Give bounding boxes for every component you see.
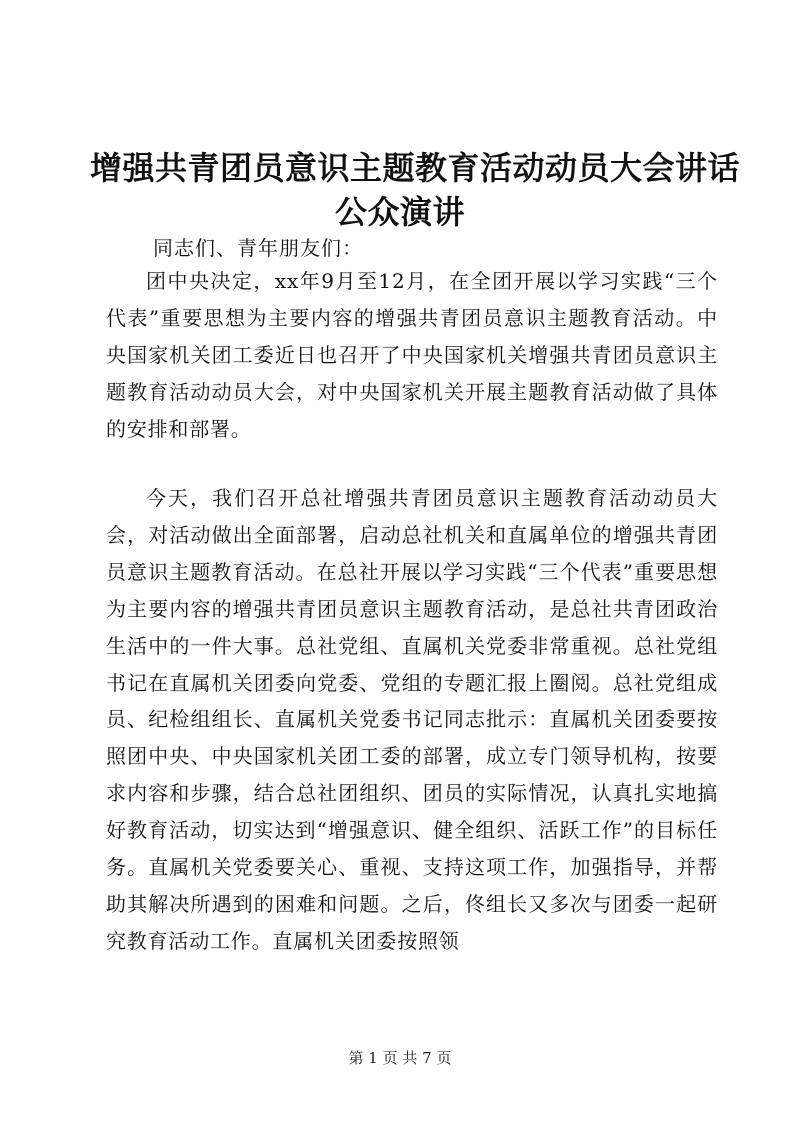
body-paragraph-2: 今天，我们召开总社增强共青团员意识主题教育活动动员大会，对活动做出全面部署，启动总社机关和直属单位的增强共青团员意识主题教育活动。在总社开展以学习实践“三个代表”重要思想为主要内容的增强共青团员意识主题教育活动，是总社共青团政治生活中的一件大事。总社党组、直属机关党委非常重视。总社党组书记在直属机关团委向党委、党组的专题汇报上圈阅。总社党组成员、纪检组组长、直属机关党委书记同志批示：直属机关团委要按照团中央、中央国家机关团工委的部署，成立专门领导机构，按要求内容和步骤，结合总社团组织、团员的实际情况，认真扎实地搞好教育活动，切实达到“增强意识、健全组织、活跃工作”的目标任务。直属机关党委要关心、重视、支持这项工作，加强指导，并帮助其解决所遇到的困难和问题。之后，佟组长又多次与团委一起研究教育活动工作。直属机关团委按照领 [106, 486, 718, 953]
greeting-text: 同志们、青年朋友们： [153, 236, 363, 260]
document-title-line-1: 增强共青团员意识主题教育活动动员大会讲话 [90, 149, 741, 187]
body-paragraph-1: 团中央决定，xx年9月至12月，在全团开展以学习实践“三个代表”重要思想为主要内容的增强共青团员意识主题教育活动。中央国家机关团工委近日也召开了中央国家机关增强共青团员意识主题教育活动动员大会，对中央国家机关开展主题教育活动做了具体的安排和部署。 [106, 269, 718, 441]
document-title-line-2: 公众演讲 [334, 193, 465, 231]
page-number-footer: 第 1 页 共 7 页 [348, 1049, 452, 1067]
